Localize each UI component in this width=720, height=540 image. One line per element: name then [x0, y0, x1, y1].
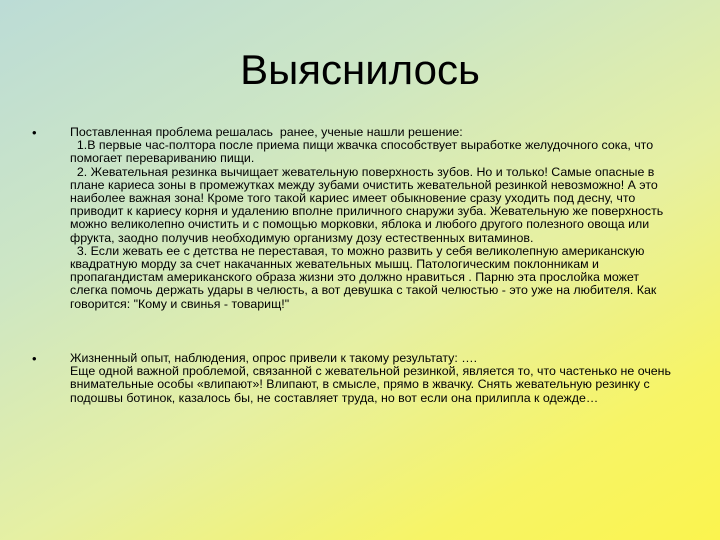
slide-title: Выяснилось — [240, 46, 480, 93]
bullet-icon: • — [32, 351, 37, 366]
bullet-text: Поставленная проблема решалась ранее, ученые нашли решение: 1.В первые час-полтора после приема пищи жвачка способствует выработке желудочного сока, что помогает перевариванию пищи. 2. Жевательная резинка вычищает жевательную поверхность зубов. Но и только! Самые опасные в плане кариеса зоны в промежутках между зубами очистить жевательной резинкой невозможно! А это наиболее важная зона! Кроме того такой кариес имеет обыкновение сразу уходить под десну, что приводит к кариесу корня и удалению вполне приличного снаружи зуба. Жевательную же поверхность можно великолепно очистить и с помощью морковки, яблока и любого другого полезного овоща или фрукта, заодно получив необходимую организму дозу естественных витаминов. 3. Если жевать ее с детства не переставая, то можно развить у себя великолепную американскую квадратную морду за счет накачанных жевательных мышц. Патологическим поклонникам и пропагандистам американского образа жизни это должно нравиться . Парню эта прослойка может слегка помочь держать удары в челюсть, а вот девушка с такой челюстью - это уже на любителя. Как говорится: "Кому и свинья - товарищ!" — [70, 125, 664, 311]
bullet-text: Жизненный опыт, наблюдения, опрос привели к такому результату: …. Еще одной важной проблемой, связанной с жевательной резинкой, является то, что частенько не очень внимательные особы «влипают»! Влипают, в смысле, прямо в жвачку. Снять жевательную резинку с подошвы ботинок, казалось бы, не составляет труда, но вот если она прилипла к одежде… — [70, 351, 671, 405]
bullet-icon: • — [32, 125, 37, 140]
